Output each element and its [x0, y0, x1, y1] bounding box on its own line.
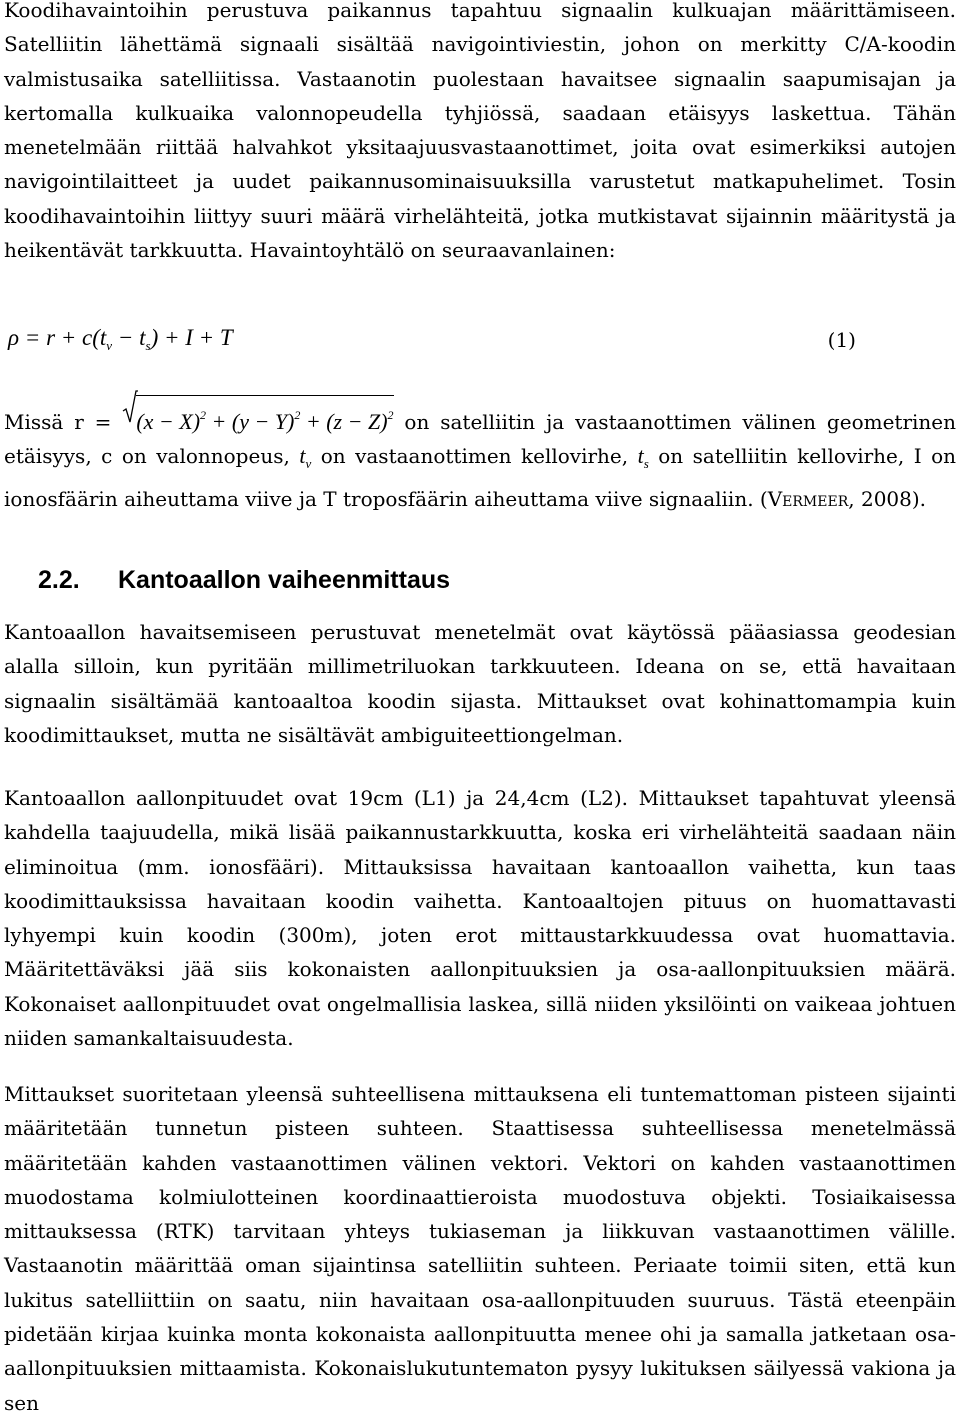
section-heading [38, 566, 450, 595]
sqrt-symbol-icon [122, 389, 138, 425]
paragraph-wavelengths: Kantoaallon aallonpituudet ovat 19cm (L1) ja 24,4cm (L2). Mittaukset tapahtuvat yleensä kahdella taajuudella, mikä lisää paikannustarkkuutta, koska eri virhelähteitä saadaan näin eliminoitua (mm. ionosfääri). Mittauksissa havaitaan kantoaallon vaihetta, kun taas koodimittauksissa havaitaan koodin vaihetta. Kantoaaltojen pituus on huomattavasti lyhyempi kuin koodin (300m), joten erot mittaustarkkuudessa ovat huomattavia. Määritettäväksi jää siis kokonaisten aallonpituuksien ja osa-aallonpituuksien määrä. Kokonaiset aallonpituudet ovat ongelmallisia laskea, sillä niiden yksilöinti on vaikeaa johtuen niiden samankaltaisuudesta. [4, 786, 956, 1051]
paragraph-code-observations: Koodihavaintoihin perustuva paikannus tapahtuu signaalin kulkuajan määrittämiseen. Satelliitin lähettämä signaali sisältää navigointiviestin, johon on merkitty C/A-koodin valmistusaika satelliitissa. Vastaanotin puolestaan havaitsee signaalin saapumisajan ja kertomalla kulkuaika valonnopeudella tyhjiössä, saadaan etäisyys laskettua. Tähän menetelmään riittää halvahkot yksitaajuusvastaanottimet, joita ovat esimerkiksi autojen navigointilaitteet ja uudet paikannusominaisuuksilla varustetut matkapuhelimet. Tosin koodihavaintoihin liittyy suuri määrä virhelähteitä, jotka mutkistavat sijainnin määritystä ja heikentävät tarkkuutta. Havaintoyhtälö on seuraavanlainen: [4, 0, 956, 263]
paragraph-carrier-intro: Kantoaallon havaitsemiseen perustuvat menetelmät ovat käytössä pääasiassa geodesian alalla silloin, kun pyritään millimetriluokan tarkkuuteen. Ideana on se, että havaitaan signaalin sisältämää kantoaaltoa koodin sijasta. Mittaukset ovat kohinattomampia kuin koodimittaukset, mutta ne sisältävät ambiguiteettiongelman. [4, 620, 956, 747]
observation-equation: $\rho = r + c(t_v - t_s) + I + T$ [8, 325, 233, 353]
paragraph-equation-explanation: Missä r = $(x - X)^2 + (y - Y)^2 + (z - Z)^2$ on satelliitin ja vastaanottimen välinen geometrinen etäisyys, c on valonnopeus, $t_v$ on vastaanottimen kellovirhe, $t_s$ on satelliitin kellovirhe, I on ionosfäärin aiheuttama viive ja T troposfäärin aiheuttama viive signaaliin. (Vermeer, 2008). [4, 395, 956, 516]
distance-sqrt-expression: $(x - X)^2 + (y - Y)^2 + (z - Z)^2$ [122, 395, 393, 439]
citation-author: Vermeer [767, 486, 849, 511]
section-title: Kantoaallon vaiheenmittaus [118, 566, 451, 594]
section-number: 2.2. [38, 566, 80, 594]
satellite-clock-error-symbol: $t_s$ [637, 443, 649, 472]
paragraph-relative-measurement: Mittaukset suoritetaan yleensä suhteellisena mittauksena eli tuntemattoman pisteen sijainti määritetään tunnetun pisteen suhteen. Staattisessa suhteellisessa menetelmässä määritetään kahden vastaanottimen välinen vektori. Vektori on kahden vastaanottimen muodostama kolmiulotteinen koordinaattieroista muodostuva objekti. Tosiaikaisessa mittauksessa (RTK) tarvitaan yhteys tukiaseman ja liikkuvan vastaanottimen välille. Vastaanotin määrittää oman sijaintinsa satelliitin suhteen. Periaate toimii siten, että kun lukitus satelliittiin on saatu, niin havaitaan osa-aallonpituuden suuruus. Tästä eteenpäin pidetään kirjaa kuinka monta kokonaista aallonpituutta menee ohi ja samalla jatketaan osa-aallonpituuksien mittaamista. Kokonaislukutuntematon pysyy lukituksen säilyessä vakiona ja sen [4, 1082, 956, 1415]
receiver-clock-error-symbol: $t_v$ [299, 443, 312, 472]
rho-symbol: ρ [8, 325, 20, 350]
equation-number: (1) [827, 328, 856, 352]
equation-1 [4, 323, 956, 363]
